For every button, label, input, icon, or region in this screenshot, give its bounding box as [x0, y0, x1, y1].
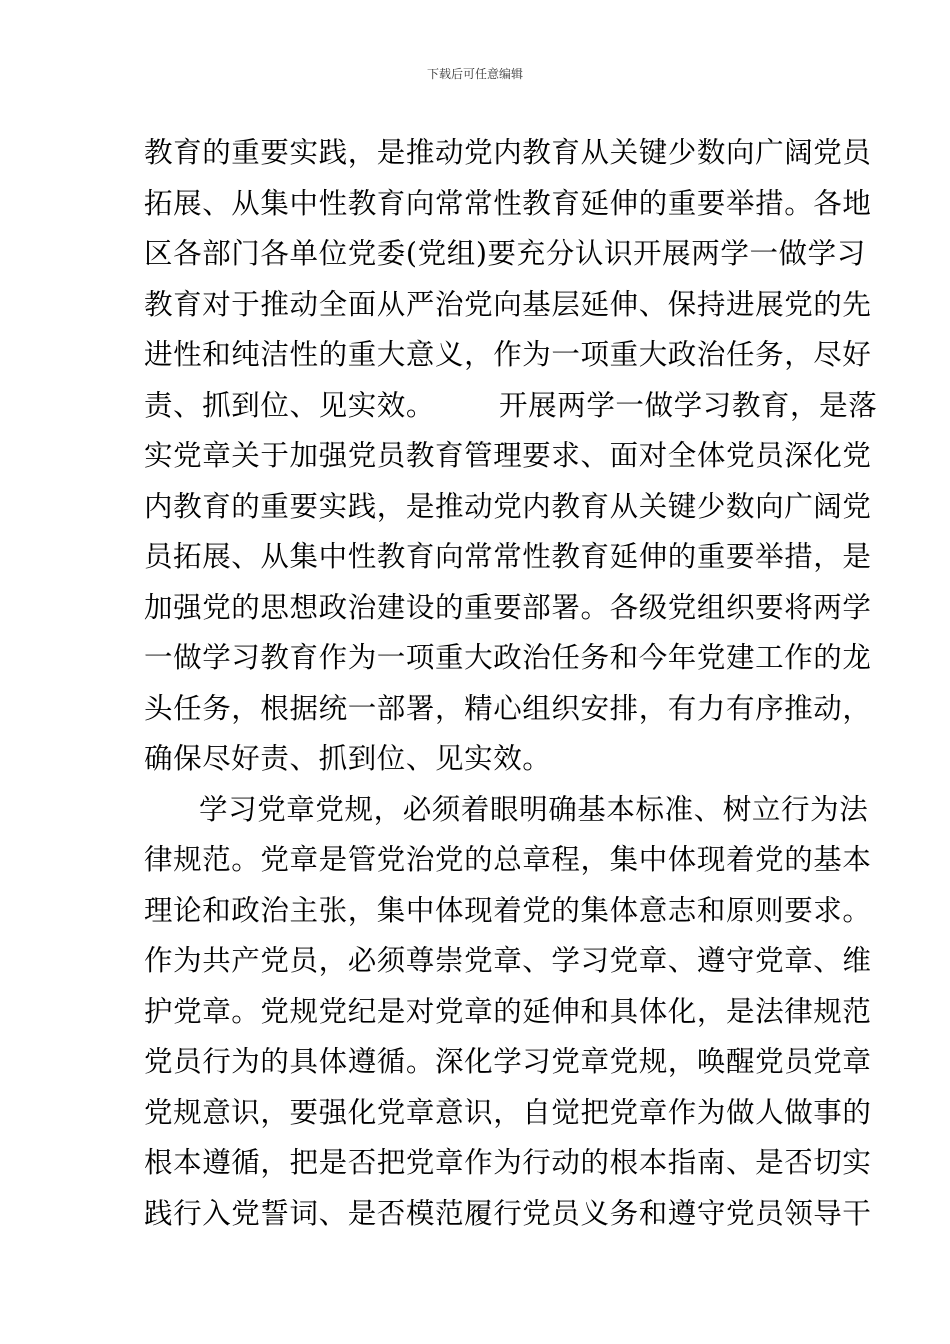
text-line: 员拓展、从集中性教育向常常性教育延伸的重要举措，是 [144, 540, 872, 573]
text-line: 拓展、从集中性教育向常常性教育延伸的重要举措。各地 [144, 186, 872, 220]
text-line: 作为共产党员，必须尊崇党章、学习党章、遵守党章、维 [144, 944, 872, 977]
text-line: 实党章关于加强党员教育管理要求、面对全体党员深化党 [144, 439, 872, 472]
text-line: 区各部门各单位党委(党组)要充分认识开展两学一做学习 [144, 237, 866, 270]
text-line: 理论和政治主张，集中体现着党的集体意志和原则要求。 [144, 893, 872, 927]
text-line: 内教育的重要实践，是推动党内教育从关键少数向广阔党 [144, 489, 872, 523]
text-line: 头任务，根据统一部署，精心组织安排，有力有序推动， [144, 691, 872, 725]
text-line: 党规意识，要强化党章意识，自觉把党章作为做人做事的 [144, 1095, 872, 1129]
text-line: 党员行为的具体遵循。深化学习党章党规，唤醒党员党章 [144, 1045, 872, 1078]
text-line: 根本遵循，把是否把党章作为行动的根本指南、是否切实 [144, 1146, 872, 1179]
text-line: 进性和纯洁性的重大意义，作为一项重大政治任务，尽好 [144, 338, 872, 371]
text-line: 律规范。党章是管党治党的总章程，集中体现着党的基本 [144, 843, 872, 876]
text-line: 践行入党誓词、是否模范履行党员义务和遵守党员领导干 [144, 1196, 872, 1230]
text-line [144, 381, 878, 432]
text-line: 护党章。党规党纪是对党章的延伸和具体化，是法律规范 [144, 994, 872, 1028]
text-segment: 开展两学一做学习教育，是落 [499, 388, 878, 422]
text-line: 教育对于推动全面从严治党向基层延伸、保持进展党的先 [144, 287, 872, 321]
text-line: 学习党章党规，必须着眼明确基本标准、树立行为法 [199, 792, 869, 826]
text-segment: 责、抓到位、见实效。 [144, 388, 436, 422]
text-line: 确保尽好责、抓到位、见实效。 [144, 742, 552, 775]
text-line: 教育的重要实践，是推动党内教育从关键少数向广阔党员 [144, 136, 872, 169]
text-line: 一做学习教育作为一项重大政治任务和今年党建工作的龙 [144, 641, 872, 674]
document-body [144, 128, 878, 1239]
page-header: 下载后可任意编辑 [426, 67, 523, 81]
text-line: 加强党的思想政治建设的重要部署。各级党组织要将两学 [144, 590, 872, 624]
